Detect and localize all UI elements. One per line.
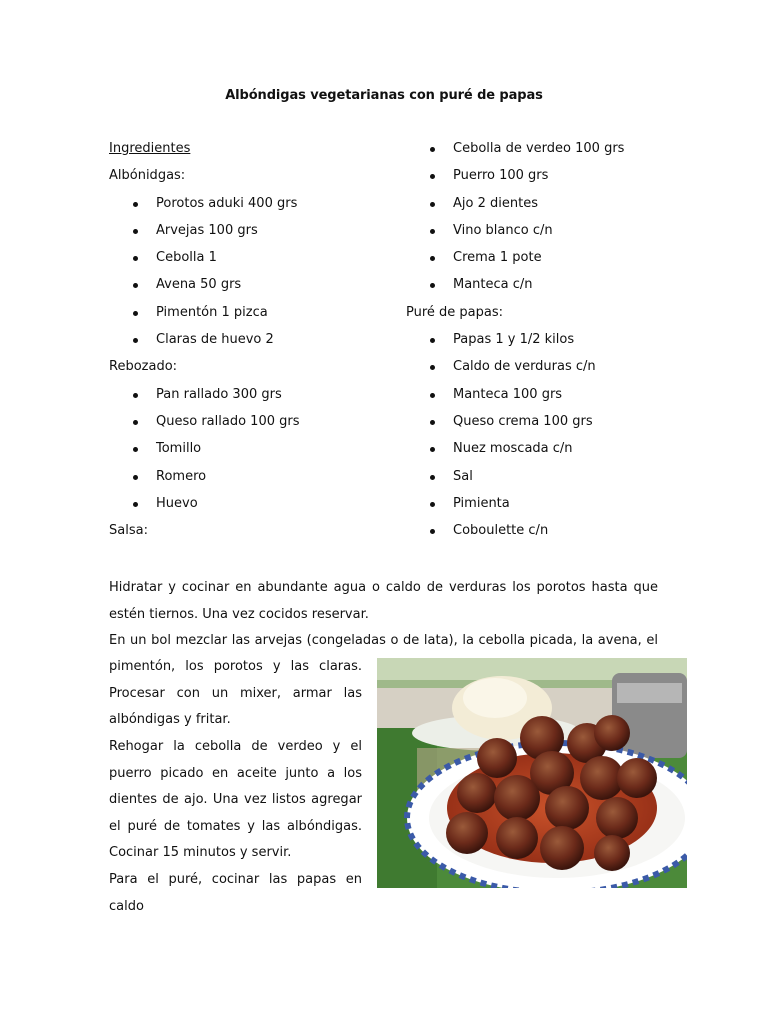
ingredients-right-column: [406, 140, 696, 549]
bullet-icon: [133, 447, 138, 452]
rebozado-label: Rebozado:: [109, 359, 178, 375]
step-paragraph-3: Rehogar la cebolla de verdeo y el puerro picado en aceite junto a los dientes de ajo. Una vez listos agregar el puré de tomates y las albóndigas. Cocinar 15 minutos y servir.: [109, 739, 362, 860]
bullet-icon: [430, 174, 435, 179]
list-item: Avena 50 grs: [109, 276, 399, 303]
bullet-icon: [430, 365, 435, 370]
list-item: Pan rallado 300 grs: [109, 386, 399, 413]
list-item: Romero: [109, 468, 399, 495]
albondigas-label: Albónidgas:: [109, 168, 186, 184]
meatballs-photo-icon: [377, 658, 687, 888]
list-item: Ajo 2 dientes: [406, 195, 696, 222]
list-item: Cebolla 1: [109, 249, 399, 276]
list-item: Porotos aduki 400 grs: [109, 195, 399, 222]
list-item: Vino blanco c/n: [406, 222, 696, 249]
list-item: Cebolla de verdeo 100 grs: [406, 140, 696, 167]
bullet-icon: [133, 502, 138, 507]
list-item: Nuez moscada c/n: [406, 440, 696, 467]
bullet-icon: [133, 256, 138, 261]
bullet-icon: [430, 475, 435, 480]
bullet-icon: [133, 202, 138, 207]
step-paragraph-4: Para el puré, cocinar las papas en caldo: [109, 872, 362, 914]
bullet-icon: [430, 420, 435, 425]
list-item: Papas 1 y 1/2 kilos: [406, 331, 696, 358]
list-item: Huevo: [109, 495, 399, 522]
step-paragraph-1: Hidratar y cocinar en abundante agua o caldo de verduras los porotos hasta que estén tiernos. Una vez cocidos reservar.: [109, 580, 658, 622]
list-item: Queso rallado 100 grs: [109, 413, 399, 440]
bullet-icon: [430, 529, 435, 534]
bullet-icon: [430, 502, 435, 507]
bullet-icon: [430, 229, 435, 234]
bullet-icon: [133, 475, 138, 480]
list-item: Crema 1 pote: [406, 249, 696, 276]
step-paragraph-2-first-line: En un bol mezclar las arvejas (congeladas o de lata), la cebolla picada, la avena, el: [109, 633, 658, 648]
pure-label: Puré de papas:: [406, 304, 504, 320]
bullet-icon: [133, 393, 138, 398]
salsa-label: Salsa:: [109, 523, 148, 539]
bullet-icon: [430, 393, 435, 398]
list-item: Pimentón 1 pizca: [109, 304, 399, 331]
list-item: Sal: [406, 468, 696, 495]
list-item: Claras de huevo 2: [109, 331, 399, 358]
recipe-title: Albóndigas vegetarianas con puré de papas: [225, 88, 543, 103]
list-item: Manteca c/n: [406, 276, 696, 303]
bullet-icon: [430, 283, 435, 288]
bullet-icon: [133, 283, 138, 288]
bullet-icon: [133, 229, 138, 234]
ingredients-heading: Ingredientes: [109, 141, 191, 156]
bullet-icon: [430, 338, 435, 343]
list-item: Caldo de verduras c/n: [406, 358, 696, 385]
bullet-icon: [430, 256, 435, 261]
bullet-icon: [430, 202, 435, 207]
list-item: Arvejas 100 grs: [109, 222, 399, 249]
list-item: Tomillo: [109, 440, 399, 467]
bullet-icon: [430, 447, 435, 452]
list-item: Queso crema 100 grs: [406, 413, 696, 440]
bullet-icon: [133, 311, 138, 316]
meatballs-photo: [377, 658, 687, 888]
list-item: Coboulette c/n: [406, 522, 696, 549]
list-item: Manteca 100 grs: [406, 386, 696, 413]
ingredients-left-column: [109, 140, 399, 549]
bullet-icon: [133, 338, 138, 343]
step-paragraph-2-rest: pimentón, los porotos y las claras. Procesar con un mixer, armar las albóndigas y fritar.: [109, 659, 362, 727]
list-item: Pimienta: [406, 495, 696, 522]
list-item: Puerro 100 grs: [406, 167, 696, 194]
bullet-icon: [430, 147, 435, 152]
bullet-icon: [133, 420, 138, 425]
